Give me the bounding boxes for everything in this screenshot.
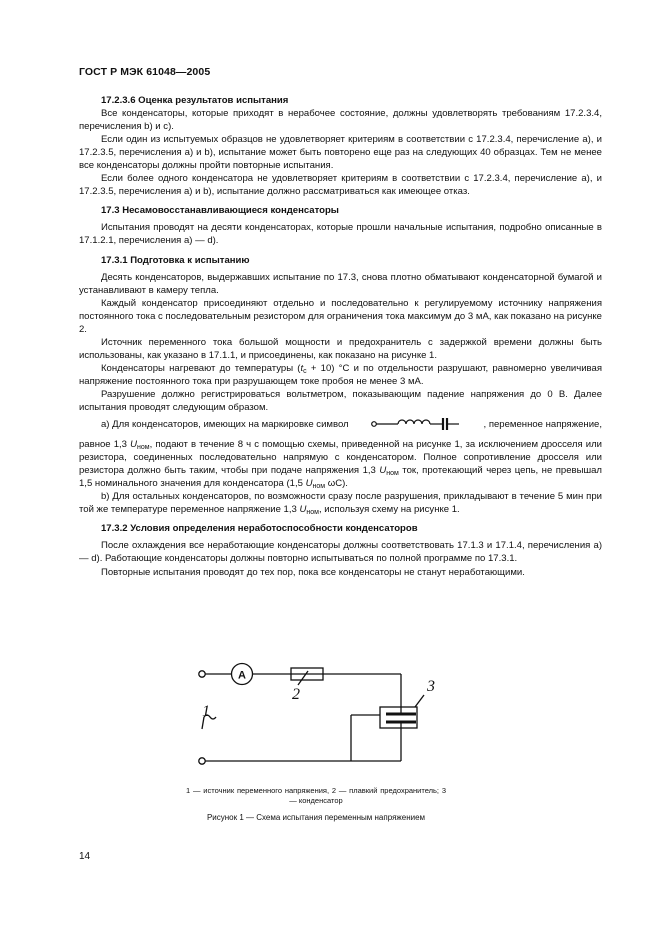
item-b: b) Для остальных конденсаторов, по возможности сразу после разрушения, прикладывают в течение 5 мин при той же температуре переменное напряжение 1,3 $U_{ном}$, используя схему на рисунке 1.: [79, 491, 602, 517]
figure-caption: Рисунок 1 — Схема испытания переменным напряжением: [206, 813, 426, 822]
paragraph: Если более одного конденсатора не удовлетворяет критериям в соответствии с 17.2.3.4, перечисление а), и 17.2.3.5, перечисления а) и b), испытание должно рассматриваться как имеющее отказ.: [79, 173, 602, 198]
paragraph: Разрушение должно регистрироваться вольтметром, показывающим падение напряжения до 0 В. Далее испытания проводят следующим образом.: [79, 388, 602, 414]
item-a-continuation: равное 1,3 $U_{ном}$, подают в течение 8 ч с помощью схемы, приведенной на рисунке 1, за исключением дросселя или резистора, соединенных последовательно напрямую с конденсатором. Полное сопротивление дросселя или резистора должно быть таким, чтобы при подаче напряжения 1,3 $U_{ном}$ ток, протекающий через цепь, не превышал 1,5 номинального значения для конденсатора (1,5 $U_{ном}$ ωС).: [79, 439, 602, 491]
section-title-17-2-3-6: 17.2.3.6 Оценка результатов испытания: [101, 95, 289, 106]
circuit-diagram: [190, 655, 450, 775]
item-a-start: а) Для конденсаторов, имеющих на маркировке символ: [101, 418, 349, 430]
paragraph: После охлаждения все неработающие конденсаторы должны соответствовать 17.1.3 и 17.1.4, перечисления а) — d). Работающие конденсаторы должны повторно испытываться по полной программе по 17.3.1.: [79, 540, 602, 565]
paragraph: Десять конденсаторов, выдержавших испытание по 17.3, снова плотно обматывают конденсаторной бумагой и устанавливают в камеру тепла.: [79, 271, 602, 296]
terminal-bottom: [199, 758, 205, 764]
section-title-17-3-2: 17.3.2 Условия определения неработоспособности конденсаторов: [101, 523, 418, 535]
paragraph: Если один из испытуемых образцов не удовлетворяет критериям в соответствии с 17.2.3.4, перечисление а), и 17.2.3.5, перечисления а) и b), испытание может быть повторено еще раз на следующих 40 образцах. Тем не менее все конденсаторы должны пройти повторные испытания.: [79, 134, 602, 172]
document-header: ГОСТ Р МЭК 61048—2005: [79, 66, 211, 78]
page-number: 14: [79, 851, 91, 862]
item-a-end: , переменное напряжение,: [483, 418, 602, 430]
paragraph: Повторные испытания проводят до тех пор, пока все конденсаторы не станут неработающими.: [101, 566, 525, 578]
item-a-first-line: [79, 417, 602, 431]
choke-capacitor-symbol-icon: [370, 417, 462, 431]
paragraph: Каждый конденсатор присоединяют отдельно и последовательно к регулируемому источнику напряжения постоянного тока с последовательным резистором для ограничения тока максимум до 3 мА, как показано на рисунке 2.: [79, 297, 602, 335]
label-capacitor: 3: [427, 678, 435, 695]
ammeter-label: A: [238, 669, 246, 682]
paragraph-temperature: Конденсаторы нагревают до температуры $(t_c + 10)$ °С и по отдельности разрушают, равномерно увеличивая напряжение постоянного тока при разрушающем токе пробоя не менее 3 мА.: [79, 362, 602, 387]
label-fuse: 2: [292, 686, 300, 703]
section-title-17-3-1: 17.3.1 Подготовка к испытанию: [101, 254, 250, 266]
figure-legend: 1 — источник переменного напряжения, 2 — плавкий предохранитель; 3 — конденсатор: [186, 786, 446, 805]
capacitor-box: [380, 707, 417, 728]
terminal-top: [199, 671, 205, 677]
label-source: 1: [202, 703, 210, 720]
document-body: [79, 94, 602, 579]
section-title-17-3: 17.3 Несамовосстанавливающиеся конденсаторы: [101, 205, 339, 217]
paragraph: Испытания проводят на десяти конденсаторах, которые прошли начальные испытания, подробно описанные в 17.1.2.1, перечисления а) — d).: [79, 222, 602, 247]
paragraph: Все конденсаторы, которые приходят в нерабочее состояние, должны удовлетворять требованиям 17.2.3.4, перечисления b) и с).: [79, 108, 602, 133]
paragraph: Источник переменного тока большой мощности и предохранитель с задержкой времени должны быть использованы, как указано в 17.1.1, и присоединены, как показано на рисунке 1.: [79, 336, 602, 361]
